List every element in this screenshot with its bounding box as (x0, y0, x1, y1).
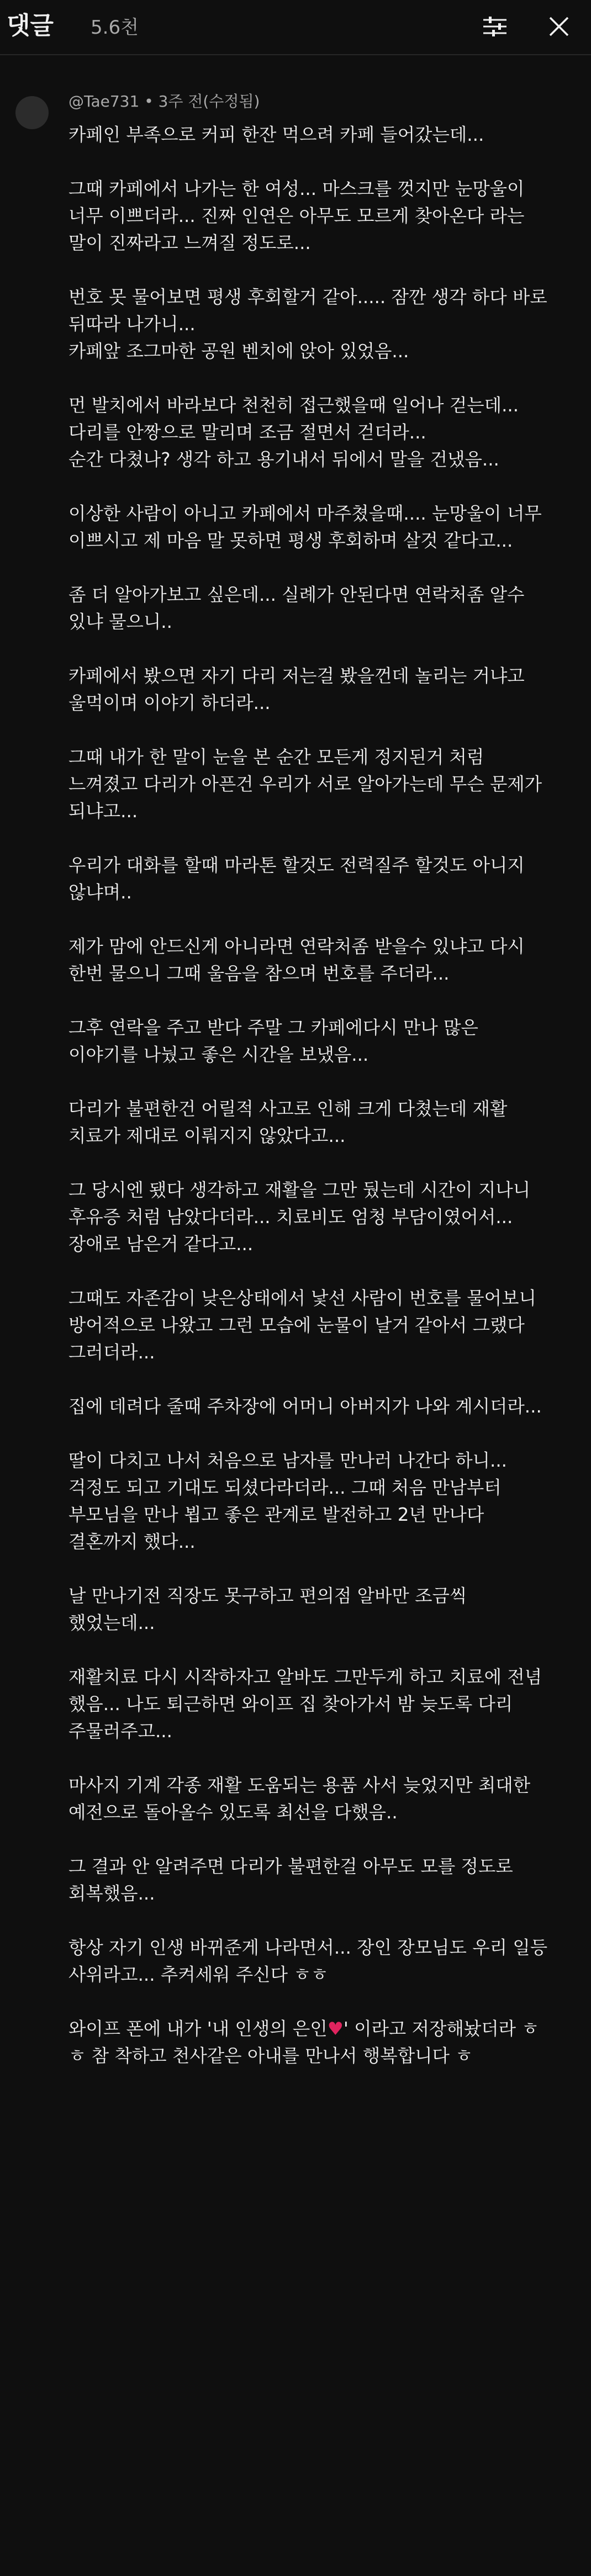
meta-separator: • (139, 92, 159, 110)
comment-paragraph: 카페에서 봤으면 자기 다리 저는걸 봤을껀데 놀리는 거냐고 울먹이며 이야기 하더라... (68, 665, 525, 713)
comment-paragraph: 마사지 기계 각종 재활 도움되는 용품 사서 늦었지만 최대한 예전으로 돌아올수 있도록 최선을 다했음.. (68, 1775, 531, 1823)
comment-paragraph: 재활치료 다시 시작하자고 알바도 그만두게 하고 치료에 전념 했음... 나도 퇴근하면 와이프 집 찾아가서 밤 늦도록 다리 주물러주고... (68, 1667, 542, 1742)
comment-paragraph-last (68, 2016, 560, 2070)
comment-time: 3주 전(수정됨) (158, 92, 260, 110)
comments-count: 5.6천 (91, 17, 139, 39)
header-divider (0, 54, 591, 55)
comment-paragraph: 좀 더 알아가보고 싶은데... 실례가 안된다면 연락처좀 알수 있냐 물으니.. (68, 584, 525, 632)
comment-paragraph: 그후 연락을 주고 받다 주말 그 카페에다시 만나 많은 이야기를 나눴고 좋은 시간을 보냈음... (68, 1017, 478, 1065)
comment-meta (68, 92, 260, 112)
comment-paragraph: 그 결과 안 알려주면 다리가 불편한걸 아무도 모를 정도로 회복했음... (68, 1856, 513, 1904)
comment-paragraph: 먼 발치에서 바라보다 천천히 접근했을때 일어나 걷는데... 다리를 안짱으로 말리며 조금 절면서 걷더라... 순간 다쳤나? 생각 하고 용기내서 뒤에서 말을 건냈음... (68, 395, 519, 470)
comment-paragraph: 이상한 사람이 아니고 카페에서 마주쳤을때.... 눈망울이 너무 이쁘시고 제 마음 말 못하면 평생 후회하며 살것 같다고... (68, 503, 542, 551)
comment-paragraph: 제가 맘에 안드신게 아니라면 연락처좀 받을수 있냐고 다시 한번 물으니 그때 울음을 참으며 번호를 주더라... (68, 936, 525, 984)
close-button[interactable] (543, 11, 574, 42)
last-text-after: ' 이라고 저장해놨더라 ㅎ ㅎ 참 착하고 천사같은 아내를 만나서 행복합니다 ㅎ (68, 2018, 539, 2066)
comment-paragraph: 그 당시엔 됐다 생각하고 재활을 그만 뒀는데 시간이 지나니 후유증 처럼 남았다더라... 치료비도 엄청 부담이였어서... 장애로 남은거 같다고... (68, 1179, 531, 1255)
comment-paragraph: 다리가 불편한건 어릴적 사고로 인해 크게 다쳤는데 재활 치료가 제대로 이뤄지지 않았다고... (68, 1098, 508, 1146)
comment-paragraph: 딸이 다치고 나서 처음으로 남자를 만나러 나간다 하니... 걱정도 되고 기대도 되셨다라더라... 그때 처음 만남부터 부모님을 만나 뵙고 좋은 관계로 발전하고 2년 만나다 결혼까지 했다... (68, 1450, 507, 1552)
comment-paragraph: 항상 자기 인생 바뀌준게 나라면서... 장인 장모님도 우리 일등 사위라고... 추켜세워 주신다 ㅎㅎ (68, 1937, 548, 1985)
comment-paragraph: 우리가 대화를 할때 마라톤 할것도 전력질주 할것도 아니지 않냐며.. (68, 855, 525, 903)
comment-author[interactable]: @Tae731 (68, 92, 140, 110)
comment-paragraph: 날 만나기전 직장도 못구하고 편의점 알바만 조금씩 했었는데... (68, 1585, 467, 1633)
comments-header (0, 0, 591, 54)
close-icon (548, 15, 570, 38)
comment-paragraph: 번호 못 물어보면 평생 후회할거 같아..... 잠깐 생각 하다 바로 뒤따라 나가니... 카페앞 조그마한 공원 벤치에 앉아 있었음... (68, 287, 547, 362)
comment-body (68, 121, 560, 2097)
comment-paragraph: 그때도 자존감이 낮은상태에서 낯선 사람이 번호를 물어보니 방어적으로 나왔고 그런 모습에 눈물이 날거 같아서 그랬다 그러더라... (68, 1288, 536, 1363)
comment-paragraph: 집에 데려다 줄때 주차장에 어머니 아버지가 나와 계시더라... (68, 1396, 542, 1417)
comment-paragraph: 카페인 부족으로 커피 한잔 먹으려 카페 들어갔는데... (68, 124, 484, 145)
comments-title: 댓글 (7, 12, 54, 40)
sort-button[interactable] (479, 11, 510, 42)
sort-filter-icon (482, 15, 508, 38)
comment-paragraph: 그때 내가 한 말이 눈을 본 순간 모든게 정지된거 처럼 느껴졌고 다리가 아픈건 우리가 서로 알아가는데 무슨 문제가 되냐고... (68, 747, 542, 822)
avatar[interactable] (15, 96, 49, 129)
comment-paragraph: 그때 카페에서 나가는 한 여성... 마스크를 껏지만 눈망울이 너무 이쁘더라... 진짜 인연은 아무도 모르게 찾아온다 라는 말이 진짜라고 느껴질 정도로... (68, 178, 525, 253)
heart-icon: ♥ (327, 2018, 344, 2039)
last-text-before: 와이프 폰에 내가 '내 인생의 은인 (68, 2018, 328, 2039)
